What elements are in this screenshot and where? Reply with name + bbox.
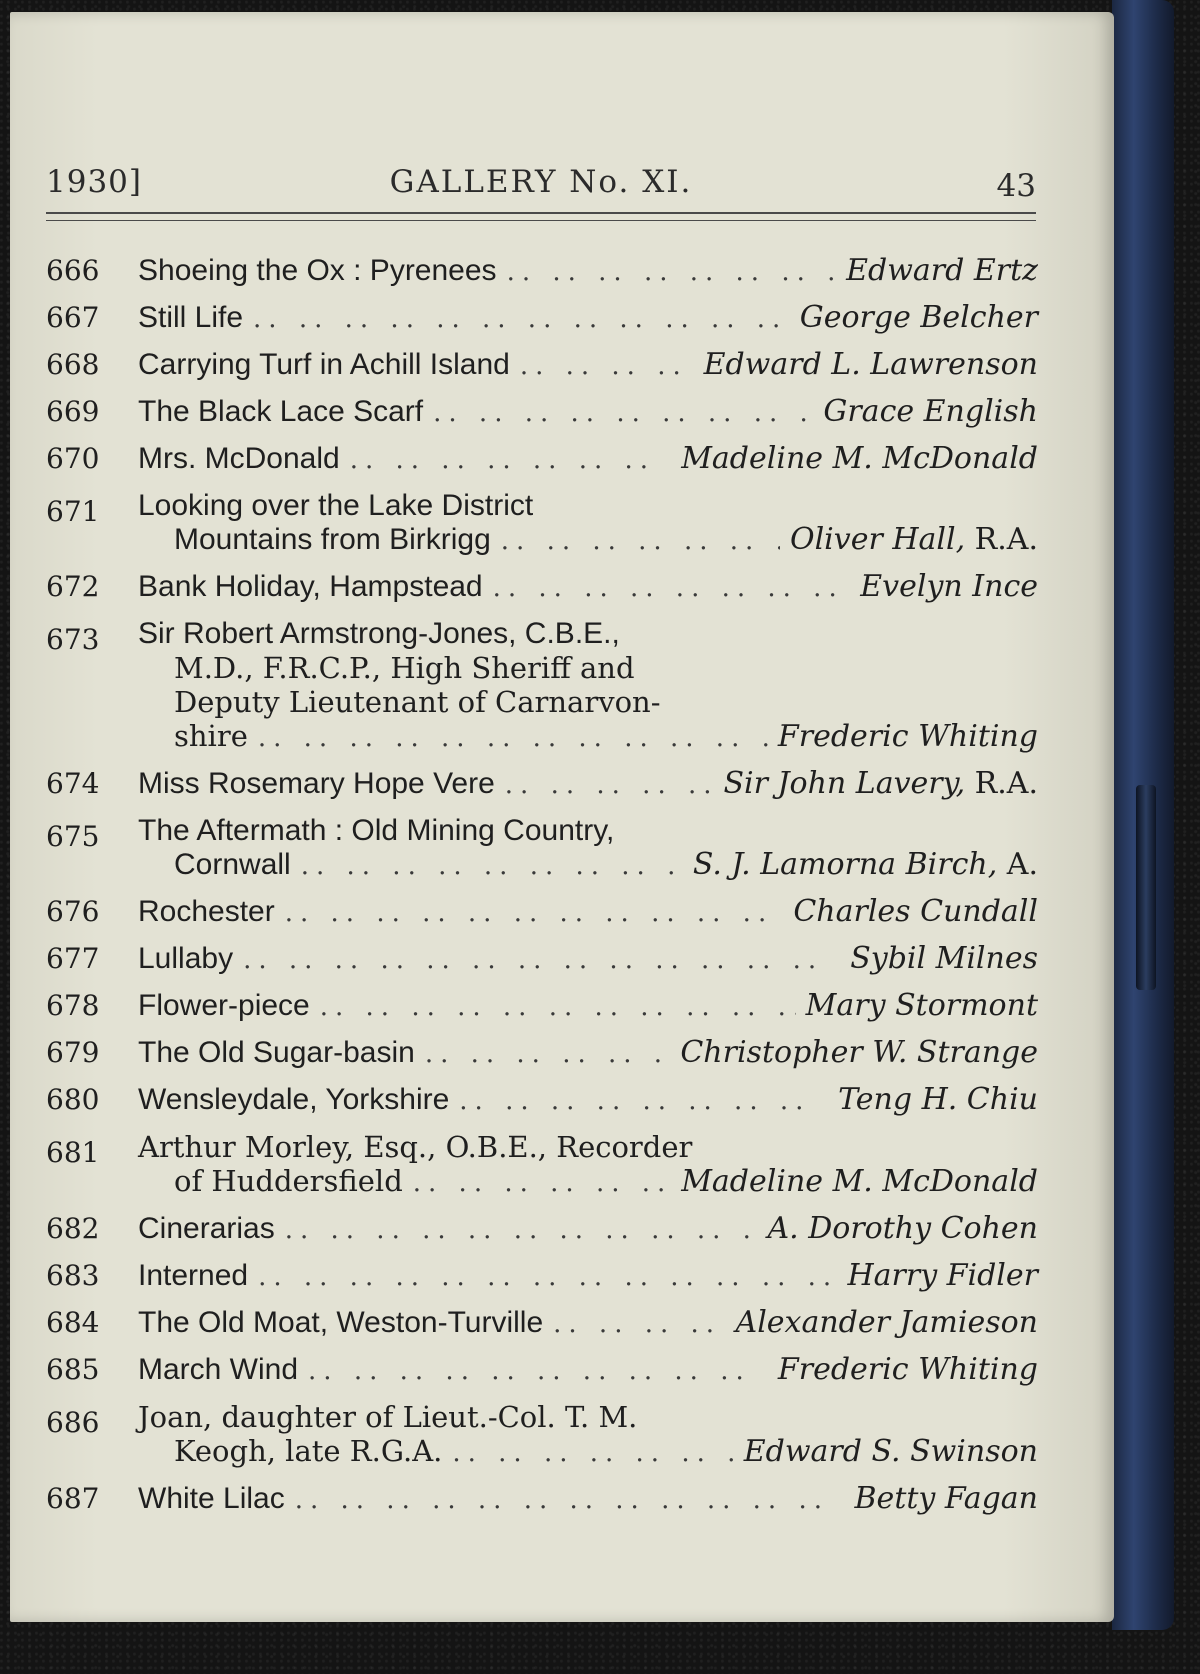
artist-name [767, 1206, 1038, 1252]
entry-line [138, 936, 1038, 983]
leader-dots [295, 1477, 845, 1523]
artist-name-text: Evelyn Ince [860, 569, 1038, 604]
entry-body [138, 814, 1038, 883]
header-year: 1930] [46, 164, 142, 200]
entry-line [138, 1130, 1038, 1164]
artwork-title: Arthur Morley, Esq., O.B.E., Recorder [138, 1130, 693, 1164]
leader-dots [301, 849, 683, 883]
artist-name-text: Mary Stormont [805, 988, 1038, 1023]
entry-number: 666 [46, 254, 100, 287]
artist-name [838, 1077, 1038, 1123]
entry-line [138, 889, 1038, 936]
entry-body [138, 436, 1038, 483]
entry-body [138, 1030, 1038, 1077]
artwork-title: Carrying Turf in Achill Island [138, 348, 510, 381]
entry-line [138, 617, 1038, 651]
entry-body [138, 1300, 1038, 1347]
entry-number: 681 [46, 1136, 100, 1169]
header-rule [46, 212, 1036, 214]
entry-line [138, 1164, 1038, 1200]
artwork-title: The Black Lace Scarf [138, 395, 424, 428]
artwork-title: Bank Holiday, Hampstead [138, 570, 483, 603]
leader-dots [505, 762, 714, 808]
entry-number: 680 [46, 1083, 100, 1116]
entry-number: 668 [46, 348, 100, 381]
entry-line [138, 1400, 1038, 1434]
artist-name [704, 342, 1038, 388]
artist-name [800, 295, 1038, 341]
entry-line [138, 719, 1038, 755]
entry-number: 687 [46, 1482, 100, 1515]
leader-dots [285, 890, 784, 936]
artist-name [855, 1476, 1038, 1522]
entry-body [138, 889, 1038, 936]
leader-dots [493, 565, 851, 611]
catalogue-entry [46, 936, 1038, 983]
catalogue-entry [46, 808, 1038, 889]
artist-honour: A. [997, 847, 1038, 882]
artist-name [793, 889, 1038, 935]
catalogue-entry [46, 436, 1038, 483]
entry-number: 682 [46, 1212, 100, 1245]
entry-line [138, 1300, 1038, 1347]
entry-line [138, 848, 1038, 883]
artwork-title: White Lilac [138, 1482, 285, 1515]
artwork-title: The Aftermath : Old Mining Country, [138, 814, 615, 847]
entry-body [138, 342, 1038, 389]
artwork-title: Sir Robert Armstrong-Jones, C.B.E., [138, 617, 620, 650]
artwork-title: Cinerarias [138, 1212, 275, 1245]
leader-dots [507, 249, 837, 295]
entry-line [138, 248, 1038, 295]
leader-dots [425, 1031, 671, 1077]
entry-body [138, 1400, 1038, 1470]
leader-dots [553, 1301, 725, 1347]
artist-name-text: Edward L. Lawrenson [703, 347, 1038, 382]
artwork-title: M.D., F.R.C.P., High Sheriff and [174, 651, 635, 685]
entry-number: 672 [46, 570, 100, 603]
artist-name [744, 1435, 1038, 1469]
artist-name-text: Christopher W. Strange [680, 1035, 1038, 1070]
entry-line [138, 295, 1038, 342]
artist-name-text: S. J. Lamorna Birch, [692, 847, 998, 882]
catalogue-entry [46, 983, 1038, 1030]
artist-name [723, 761, 1038, 807]
artist-honour: R.A. [965, 522, 1038, 557]
artwork-title: The Old Moat, Weston-Turville [138, 1306, 544, 1339]
entry-line [138, 651, 1038, 685]
entry-number: 683 [46, 1259, 100, 1292]
artwork-title: Wensleydale, Yorkshire [138, 1083, 450, 1116]
entry-number: 674 [46, 767, 100, 800]
leader-dots [308, 1348, 768, 1394]
entry-number: 670 [46, 442, 100, 475]
entry-body [138, 983, 1038, 1030]
entry-number: 673 [46, 623, 100, 656]
catalogue-entry [46, 564, 1038, 611]
entry-line [138, 342, 1038, 389]
leader-dots [413, 1166, 671, 1200]
artwork-title: Deputy Lieutenant of Carnarvon- [174, 685, 661, 719]
entry-line [138, 1347, 1038, 1394]
catalogue-entry [46, 1347, 1038, 1394]
entry-body [138, 564, 1038, 611]
entry-body [138, 1347, 1038, 1394]
leader-dots [258, 1254, 837, 1300]
entry-line [138, 389, 1038, 436]
header-rule-thin [46, 220, 1036, 221]
entry-line [138, 1476, 1038, 1523]
catalogue-entry [46, 1124, 1038, 1206]
artist-name [847, 1253, 1038, 1299]
entry-line [138, 1030, 1038, 1077]
entry-line [138, 564, 1038, 611]
artist-name [778, 1347, 1038, 1393]
running-head [46, 158, 1036, 206]
leader-dots [243, 937, 840, 983]
artist-name [736, 1300, 1038, 1346]
catalogue-entry [46, 889, 1038, 936]
artwork-title: Rochester [138, 895, 275, 928]
artwork-title: Looking over the Lake District [138, 489, 534, 522]
artist-name [681, 436, 1038, 482]
page-number: 43 [996, 168, 1036, 204]
leader-dots [459, 1078, 828, 1124]
artwork-title: of Huddersfield [174, 1164, 403, 1198]
catalogue-entries [46, 248, 1038, 1523]
entry-line [138, 523, 1038, 558]
entry-body [138, 936, 1038, 983]
entry-body [138, 489, 1038, 558]
artist-name [680, 1030, 1038, 1076]
entry-body [138, 617, 1038, 755]
artist-name [681, 1165, 1038, 1199]
entry-body [138, 295, 1038, 342]
artist-name-text: Edward S. Swinson [743, 1434, 1038, 1469]
entry-line [138, 1077, 1038, 1124]
entry-body [138, 1077, 1038, 1124]
entry-body [138, 248, 1038, 295]
artwork-title: Miss Rosemary Hope Vere [138, 767, 495, 800]
leader-dots [501, 524, 780, 558]
leader-dots [520, 343, 694, 389]
catalogue-entry [46, 295, 1038, 342]
leader-dots [285, 1207, 758, 1253]
catalogue-entry [46, 1206, 1038, 1253]
artwork-title: Mountains from Birkrigg [174, 523, 491, 556]
artwork-title: Still Life [138, 301, 244, 334]
artist-name-text: Edward Ertz [846, 253, 1038, 288]
artwork-title: Lullaby [138, 942, 234, 975]
entry-body [138, 1130, 1038, 1200]
artist-name-text: George Belcher [799, 300, 1038, 335]
entry-body [138, 389, 1038, 436]
artist-name [778, 720, 1038, 754]
artist-name-text: Betty Fagan [854, 1481, 1038, 1516]
artwork-title: Shoeing the Ox : Pyrenees [138, 254, 497, 287]
entry-number: 677 [46, 942, 100, 975]
catalogue-entry [46, 611, 1038, 761]
catalogue-entry [46, 483, 1038, 564]
entry-number: 675 [46, 820, 100, 853]
artist-name-text: Madeline M. McDonald [681, 1164, 1038, 1199]
entry-number: 676 [46, 895, 100, 928]
artwork-title: Flower-piece [138, 989, 310, 1022]
entry-line [138, 761, 1038, 808]
gallery-title: GALLERY No. XI. [389, 164, 693, 200]
leader-dots [320, 984, 796, 1030]
artist-name-text: Madeline M. McDonald [681, 441, 1038, 476]
catalogue-entry [46, 1030, 1038, 1077]
entry-number: 669 [46, 395, 100, 428]
artist-name-text: Harry Fidler [847, 1258, 1038, 1293]
artist-name [823, 389, 1038, 435]
artist-name-text: Oliver Hall, [789, 522, 966, 557]
entry-body [138, 1476, 1038, 1523]
entry-line [138, 436, 1038, 483]
catalogue-entry [46, 248, 1038, 295]
entry-line [138, 1206, 1038, 1253]
leader-dots [350, 437, 671, 483]
artwork-title: Keogh, late R.G.A. [174, 1434, 443, 1468]
artist-name [790, 523, 1038, 557]
entry-number: 667 [46, 301, 100, 334]
artist-name [846, 248, 1038, 294]
artist-name-text: Frederic Whiting [777, 719, 1038, 754]
catalogue-entry [46, 342, 1038, 389]
artist-name [806, 983, 1038, 1029]
entry-number: 684 [46, 1306, 100, 1339]
catalogue-entry [46, 1300, 1038, 1347]
artwork-title: Joan, daughter of Lieut.-Col. T. M. [138, 1400, 638, 1434]
artwork-title: Interned [138, 1259, 249, 1292]
entry-number: 685 [46, 1353, 100, 1386]
catalogue-entry [46, 761, 1038, 808]
catalogue-entry [46, 1394, 1038, 1476]
leader-dots [253, 296, 790, 342]
entry-body [138, 1206, 1038, 1253]
artist-name-text: Alexander Jamieson [735, 1305, 1038, 1340]
entry-number: 678 [46, 989, 100, 1022]
leader-dots [452, 1436, 733, 1470]
entry-line [138, 685, 1038, 719]
entry-body [138, 761, 1038, 808]
artist-name [860, 564, 1038, 610]
artwork-title: March Wind [138, 1353, 299, 1386]
entry-number: 671 [46, 495, 100, 528]
catalogue-entry [46, 389, 1038, 436]
entry-number: 686 [46, 1406, 100, 1439]
artwork-title: shire [174, 719, 248, 753]
artist-name [693, 848, 1038, 882]
leader-dots [258, 721, 768, 755]
catalogue-entry [46, 1077, 1038, 1124]
artist-name-text: A. Dorothy Cohen [767, 1211, 1038, 1246]
bookmark-ribbon [1136, 785, 1156, 990]
artist-name [850, 936, 1038, 982]
catalogue-entry [46, 1253, 1038, 1300]
artist-name-text: Frederic Whiting [777, 1352, 1038, 1387]
artwork-title: Cornwall [174, 848, 291, 881]
artist-name-text: Teng H. Chiu [838, 1082, 1038, 1117]
entry-line [138, 983, 1038, 1030]
entry-line [138, 1253, 1038, 1300]
leader-dots [433, 390, 813, 436]
catalogue-entry [46, 1476, 1038, 1523]
entry-body [138, 1253, 1038, 1300]
artwork-title: The Old Sugar-basin [138, 1036, 415, 1069]
entry-line [138, 814, 1038, 848]
artist-name-text: Sybil Milnes [850, 941, 1038, 976]
artist-honour: R.A. [965, 766, 1038, 801]
artist-name-text: Sir John Lavery, [723, 766, 966, 801]
artist-name-text: Charles Cundall [793, 894, 1038, 929]
entry-line [138, 1434, 1038, 1470]
artist-name-text: Grace English [823, 394, 1038, 429]
entry-number: 679 [46, 1036, 100, 1069]
entry-line [138, 489, 1038, 523]
artwork-title: Mrs. McDonald [138, 442, 340, 475]
